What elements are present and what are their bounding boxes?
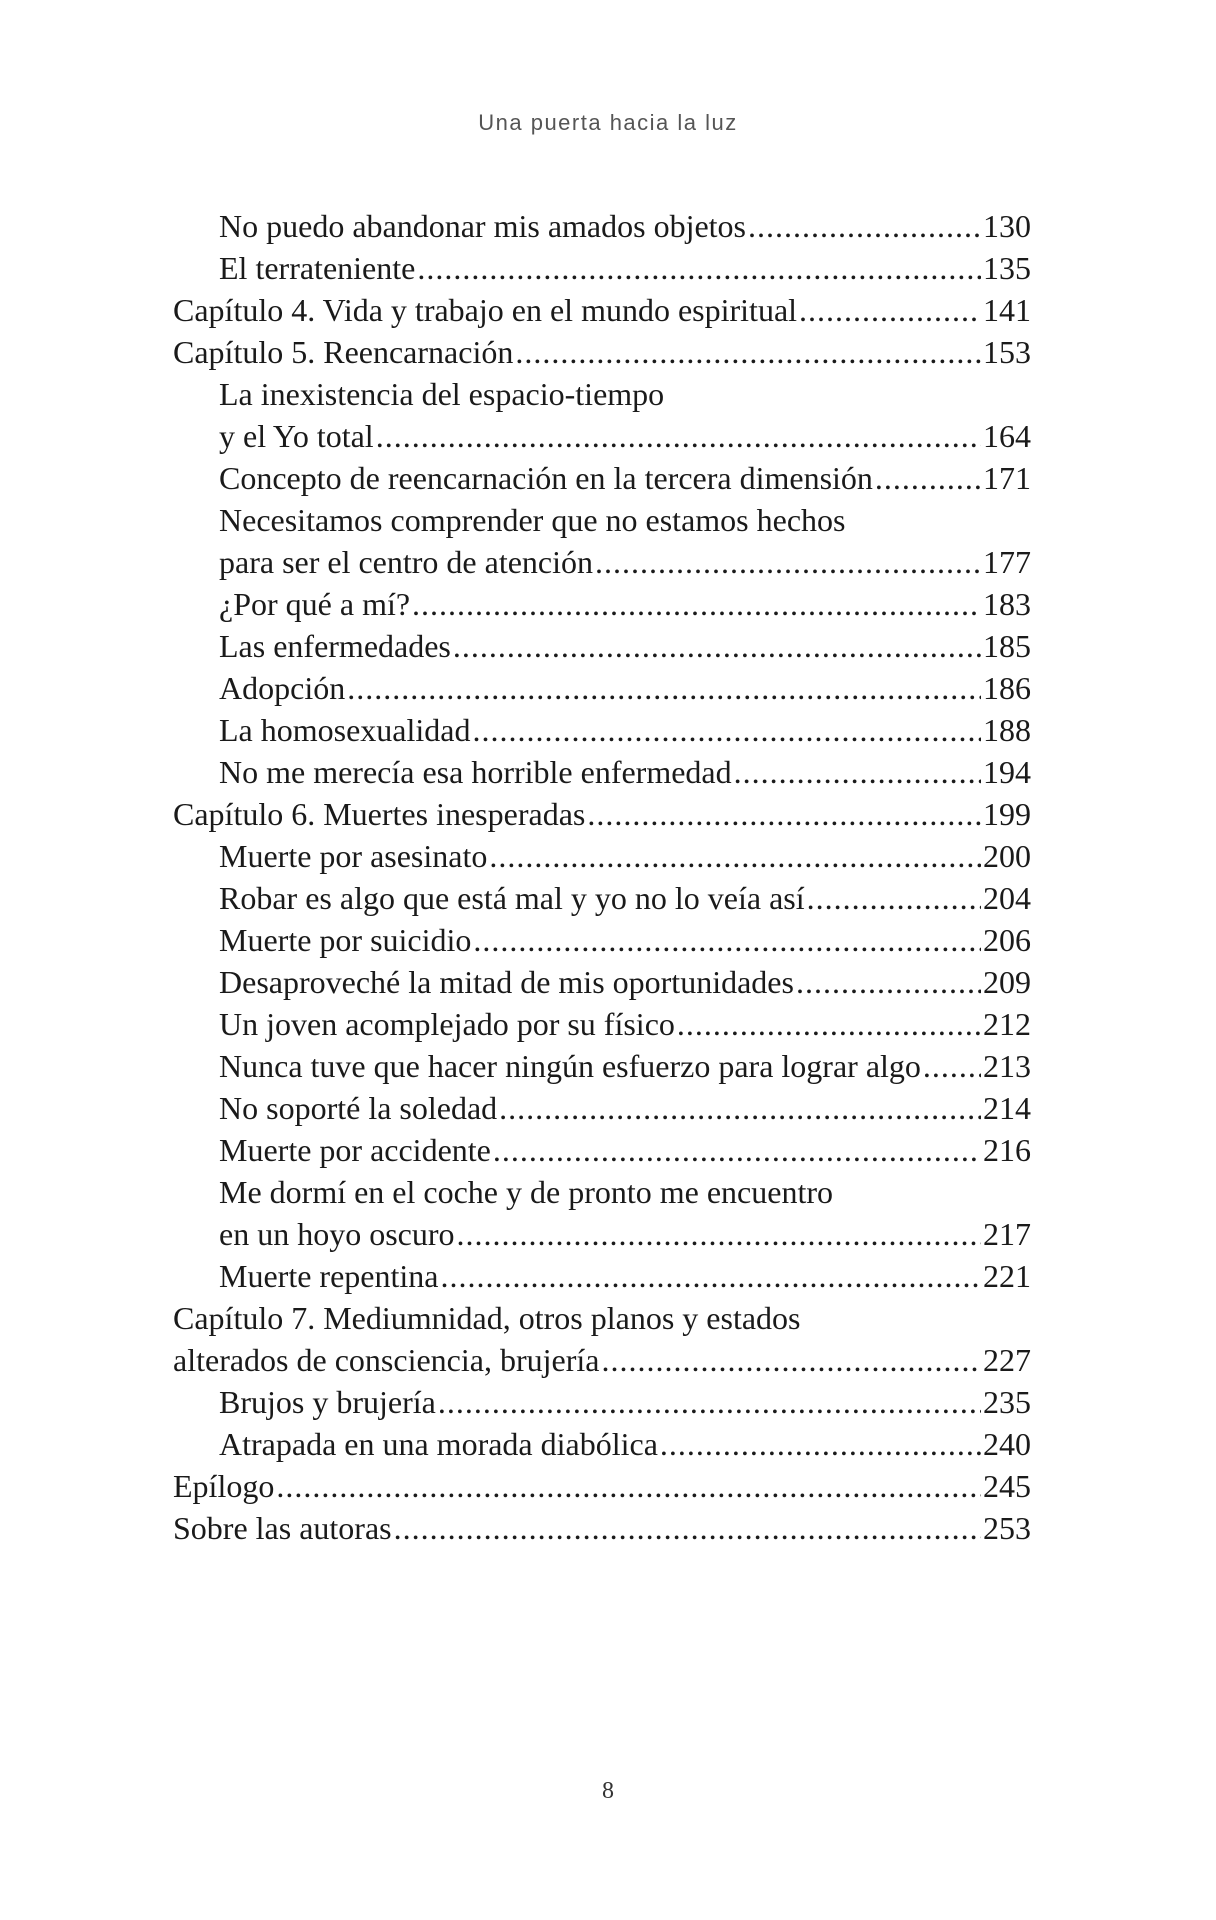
toc-entry-title: Muerte repentina xyxy=(219,1258,439,1294)
toc-entry-page-number: 199 xyxy=(983,796,1031,832)
toc-entry-title: Muerte por accidente xyxy=(219,1132,491,1168)
dot-leader xyxy=(807,877,981,919)
toc-section-entry xyxy=(173,1045,1031,1087)
toc-entry-page-number: 214 xyxy=(983,1090,1031,1126)
toc-entry-row xyxy=(219,247,1031,289)
toc-entry-page-number: 141 xyxy=(983,292,1031,328)
toc-section-entry xyxy=(173,919,1031,961)
dot-leader xyxy=(587,793,981,835)
toc-entry-row xyxy=(219,1003,1031,1045)
toc-section-entry xyxy=(173,583,1031,625)
dot-leader xyxy=(493,1129,981,1171)
dot-leader xyxy=(515,331,981,373)
toc-entry-title: Muerte por suicidio xyxy=(219,922,472,958)
toc-entry-row xyxy=(219,205,1031,247)
dot-leader xyxy=(796,961,981,1003)
dot-leader xyxy=(473,919,981,961)
toc-entry-title: Epílogo xyxy=(173,1468,275,1504)
toc-entry-page-number: 164 xyxy=(983,418,1031,454)
toc-entry-page-number: 216 xyxy=(983,1132,1031,1168)
toc-entry-row xyxy=(219,709,1031,751)
toc-entry-page-number: 186 xyxy=(983,670,1031,706)
toc-entry-page-number: 171 xyxy=(983,460,1031,496)
toc-section-entry xyxy=(173,1087,1031,1129)
toc-entry-page-number: 245 xyxy=(983,1468,1031,1504)
toc-section-entry xyxy=(173,205,1031,247)
dot-leader xyxy=(660,1423,981,1465)
toc-entry-page-number: 200 xyxy=(983,838,1031,874)
toc-entry-row xyxy=(219,1129,1031,1171)
dot-leader xyxy=(438,1381,981,1423)
toc-entry-page-number: 209 xyxy=(983,964,1031,1000)
dot-leader xyxy=(734,751,981,793)
toc-section-entry xyxy=(173,457,1031,499)
toc-entry-row xyxy=(219,1423,1031,1465)
toc-entry-title: Muerte por asesinato xyxy=(219,838,488,874)
dot-leader xyxy=(347,667,981,709)
toc-entry-row xyxy=(219,1381,1031,1423)
toc-entry-row xyxy=(219,835,1031,877)
dot-leader xyxy=(276,1465,981,1507)
toc-section-entry xyxy=(173,499,1031,583)
dot-leader xyxy=(457,1213,981,1255)
dot-leader xyxy=(394,1507,981,1549)
dot-leader xyxy=(499,1087,981,1129)
toc-entry-page-number: 227 xyxy=(983,1342,1031,1378)
toc-entry-page-number: 240 xyxy=(983,1426,1031,1462)
toc-entry-page-number: 206 xyxy=(983,922,1031,958)
toc-entry-row xyxy=(219,1087,1031,1129)
toc-entry-page-number: 130 xyxy=(983,208,1031,244)
toc-entry-page-number: 204 xyxy=(983,880,1031,916)
dot-leader xyxy=(875,457,981,499)
toc-entry-row xyxy=(219,415,1031,457)
toc-section-entry xyxy=(173,247,1031,289)
toc-entry-row xyxy=(219,919,1031,961)
toc-entry-title: y el Yo total xyxy=(219,418,374,454)
table-of-contents xyxy=(173,205,1031,1549)
toc-entry-row xyxy=(173,1339,1031,1381)
dot-leader xyxy=(923,1045,981,1087)
toc-entry-title: Capítulo 4. Vida y trabajo en el mundo espiritual xyxy=(173,292,798,328)
toc-section-entry xyxy=(173,373,1031,457)
toc-entry-page-number: 221 xyxy=(983,1258,1031,1294)
toc-entry-page-number: 185 xyxy=(983,628,1031,664)
toc-entry-title: Capítulo 5. Reencarnación xyxy=(173,334,514,370)
toc-entry-page-number: 213 xyxy=(983,1048,1031,1084)
toc-entry-row xyxy=(173,1507,1031,1549)
toc-entry-title: en un hoyo oscuro xyxy=(219,1216,455,1252)
running-head: Una puerta hacia la luz xyxy=(478,110,738,135)
toc-entry-page-number: 135 xyxy=(983,250,1031,286)
toc-entry-page-number: 153 xyxy=(983,334,1031,370)
toc-entry-title: Nunca tuve que hacer ningún esfuerzo para lograr algo xyxy=(219,1048,921,1084)
toc-section-entry xyxy=(173,1423,1031,1465)
toc-entry-page-number: 177 xyxy=(983,544,1031,580)
toc-chapter-entry xyxy=(173,331,1031,373)
toc-entry-page-number: 253 xyxy=(983,1510,1031,1546)
toc-chapter-entry xyxy=(173,1507,1031,1549)
toc-entry-row xyxy=(219,457,1031,499)
toc-entry-row xyxy=(219,1045,1031,1087)
toc-entry-title: Robar es algo que está mal y yo no lo veía así xyxy=(219,880,805,916)
dot-leader xyxy=(376,415,981,457)
toc-entry-page-number: 183 xyxy=(983,586,1031,622)
toc-entry-title: La homosexualidad xyxy=(219,712,471,748)
toc-entry-row xyxy=(219,1255,1031,1297)
toc-entry-row xyxy=(173,1465,1031,1507)
toc-section-entry xyxy=(173,835,1031,877)
toc-section-entry xyxy=(173,1129,1031,1171)
page-number: 8 xyxy=(602,1778,614,1804)
toc-entry-row xyxy=(219,541,1031,583)
toc-entry-row xyxy=(173,331,1031,373)
toc-section-entry xyxy=(173,1003,1031,1045)
toc-entry-row xyxy=(219,667,1031,709)
dot-leader xyxy=(412,583,981,625)
toc-entry-title-line: Me dormí en el coche y de pronto me encuentro xyxy=(219,1174,833,1210)
toc-entry-title: El terrateniente xyxy=(219,250,416,286)
toc-entry-page-number: 235 xyxy=(983,1384,1031,1420)
dot-leader xyxy=(453,625,981,667)
toc-entry-title: No me merecía esa horrible enfermedad xyxy=(219,754,732,790)
dot-leader xyxy=(601,1339,981,1381)
toc-entry-title: Atrapada en una morada diabólica xyxy=(219,1426,658,1462)
toc-entry-title: No puedo abandonar mis amados objetos xyxy=(219,208,746,244)
toc-entry-row xyxy=(219,625,1031,667)
dot-leader xyxy=(489,835,981,877)
dot-leader xyxy=(799,289,981,331)
toc-entry-title: No soporté la soledad xyxy=(219,1090,498,1126)
dot-leader xyxy=(417,247,981,289)
toc-section-entry xyxy=(173,709,1031,751)
toc-section-entry xyxy=(173,667,1031,709)
toc-entry-title: Capítulo 6. Muertes inesperadas xyxy=(173,796,586,832)
toc-section-entry xyxy=(173,877,1031,919)
toc-entry-title-line: Necesitamos comprender que no estamos hechos xyxy=(219,502,846,538)
toc-entry-title-line: La inexistencia del espacio-tiempo xyxy=(219,376,665,412)
toc-entry-title: para ser el centro de atención xyxy=(219,544,594,580)
toc-entry-title: ¿Por qué a mí? xyxy=(219,586,411,622)
dot-leader xyxy=(472,709,981,751)
toc-entry-title: alterados de consciencia, brujería xyxy=(173,1342,600,1378)
toc-entry-title: Brujos y brujería xyxy=(219,1384,436,1420)
toc-entry-page-number: 212 xyxy=(983,1006,1031,1042)
toc-section-entry xyxy=(173,751,1031,793)
toc-entry-row xyxy=(173,289,1031,331)
toc-chapter-entry xyxy=(173,1297,1031,1381)
toc-entry-title: Un joven acomplejado por su físico xyxy=(219,1006,675,1042)
toc-entry-row xyxy=(173,793,1031,835)
dot-leader xyxy=(440,1255,981,1297)
toc-entry-page-number: 188 xyxy=(983,712,1031,748)
dot-leader xyxy=(748,205,981,247)
toc-entry-title: Desaproveché la mitad de mis oportunidades xyxy=(219,964,794,1000)
toc-entry-row xyxy=(219,751,1031,793)
toc-section-entry xyxy=(173,625,1031,667)
toc-section-entry xyxy=(173,1171,1031,1255)
toc-entry-page-number: 217 xyxy=(983,1216,1031,1252)
toc-section-entry xyxy=(173,961,1031,1003)
toc-chapter-entry xyxy=(173,289,1031,331)
toc-entry-title: Concepto de reencarnación en la tercera dimensión xyxy=(219,460,873,496)
dot-leader xyxy=(595,541,981,583)
dot-leader xyxy=(677,1003,981,1045)
toc-entry-row xyxy=(219,583,1031,625)
toc-entry-title-line: Capítulo 7. Mediumnidad, otros planos y estados xyxy=(173,1300,801,1336)
toc-entry-page-number: 194 xyxy=(983,754,1031,790)
toc-entry-title: Adopción xyxy=(219,670,346,706)
toc-section-entry xyxy=(173,1255,1031,1297)
toc-entry-title: Sobre las autoras xyxy=(173,1510,392,1546)
toc-chapter-entry xyxy=(173,1465,1031,1507)
toc-entry-title: Las enfermedades xyxy=(219,628,451,664)
toc-entry-row xyxy=(219,877,1031,919)
toc-entry-row xyxy=(219,961,1031,1003)
toc-entry-row xyxy=(219,1213,1031,1255)
toc-chapter-entry xyxy=(173,793,1031,835)
toc-section-entry xyxy=(173,1381,1031,1423)
